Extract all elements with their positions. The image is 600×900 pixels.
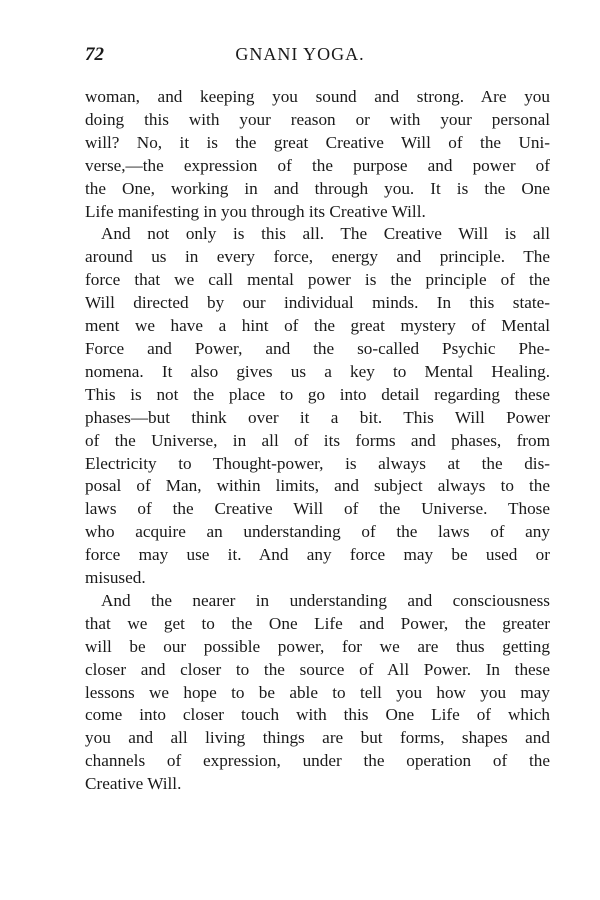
text-line: Will directed by our individual minds. In this state- xyxy=(85,293,550,313)
text-line: come into closer touch with this One Life of which xyxy=(85,705,550,725)
text-line: doing this with your reason or with your personal xyxy=(85,109,550,129)
text-line: phases—but think over it a bit. This Will Power xyxy=(85,407,550,427)
text-line: around us in every force, energy and principle. The xyxy=(85,247,550,267)
text-line: woman, and keeping you sound and strong. Are you xyxy=(85,87,550,106)
text-line: Electricity to Thought-power, is always at the dis- xyxy=(85,453,550,473)
text-line: And not only is this all. The Creative Will is all xyxy=(101,224,550,244)
text-line: Creative Will. xyxy=(85,774,182,794)
text-line: that we get to the One Life and Power, the greater xyxy=(85,613,550,633)
text-line: verse,—the expression of the purpose and power of xyxy=(85,155,550,175)
text-line: posal of Man, within limits, and subject always to the xyxy=(85,476,550,496)
text-line: closer and closer to the source of All Power. In these xyxy=(85,659,550,679)
text-line: Force and Power, and the so-called Psychic Phe- xyxy=(85,338,550,358)
text-line: nomena. It also gives us a key to Mental Healing. xyxy=(85,361,550,381)
page-body xyxy=(85,86,550,796)
text-line: laws of the Creative Will of the Universe. Those xyxy=(85,499,550,519)
text-line: Life manifesting in you through its Creative Will. xyxy=(85,201,426,221)
text-line: ment we have a hint of the great mystery of Mental xyxy=(85,316,550,336)
text-line: the One, working in and through you. It is the One xyxy=(85,178,550,198)
text-line: force that we call mental power is the principle of the xyxy=(85,270,550,290)
text-line: channels of expression, under the operation of the xyxy=(85,751,550,771)
paragraph xyxy=(85,86,550,223)
text-line: will be our possible power, for we are thus getting xyxy=(85,636,550,656)
text-line: force may use it. And any force may be used or xyxy=(85,545,550,565)
text-line: And the nearer in understanding and consciousness xyxy=(101,590,550,610)
text-line: misused. xyxy=(85,568,146,588)
paragraph xyxy=(85,223,550,590)
text-line: of the Universe, in all of its forms and phases, from xyxy=(85,430,550,450)
paragraph xyxy=(85,590,550,796)
page-number: 72 xyxy=(85,44,104,65)
text-line: you and all living things are but forms, shapes and xyxy=(85,728,550,748)
text-line: This is not the place to go into detail regarding these xyxy=(85,384,550,404)
text-line: who acquire an understanding of the laws of any xyxy=(85,522,550,542)
text-line: will? No, it is the great Creative Will of the Uni- xyxy=(85,132,550,152)
running-title: GNANI YOGA. xyxy=(235,44,365,64)
text-line: lessons we hope to be able to tell you how you may xyxy=(85,682,550,702)
